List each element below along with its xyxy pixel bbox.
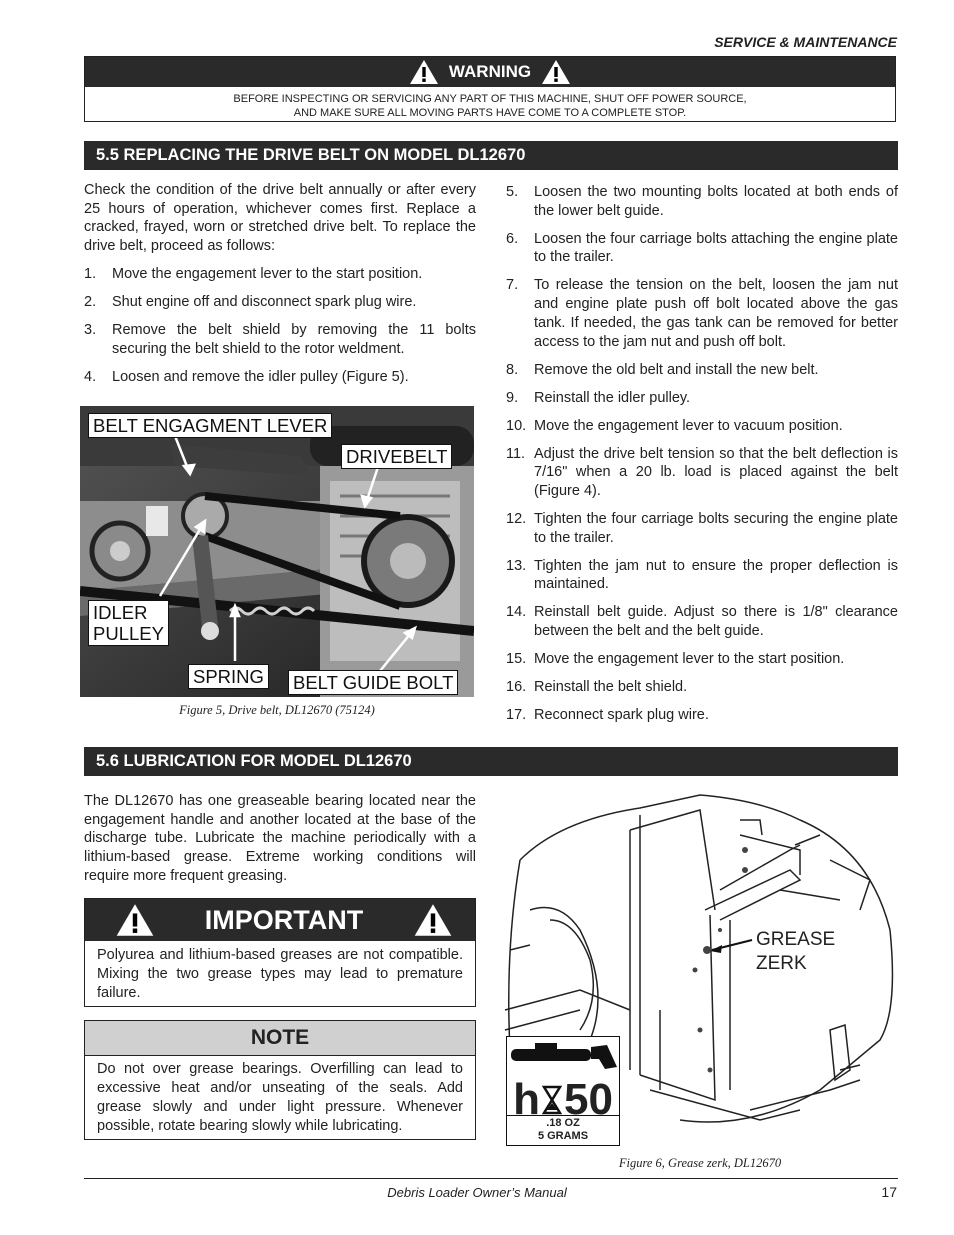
label-belt-engagement-lever: BELT ENGAGMENT LEVER	[88, 413, 332, 438]
list-item: 8. Remove the old belt and install the new belt.	[506, 361, 819, 378]
list-item: 15. Move the engagement lever to the start position.	[506, 651, 845, 668]
note-box	[84, 1020, 476, 1140]
figure-6-caption: Figure 6, Grease zerk, DL12670	[618, 1156, 782, 1170]
section-5-6-intro: The DL12670 has one greaseable bearing located near the engagement handle and another located at the base of the discharge tube. Lubricate the machine periodically with a lithium-based grease. Extreme working conditions will require more frequent greasing.	[84, 793, 476, 884]
list-item: 10. Move the engagement lever to vacuum position.	[506, 417, 843, 434]
grease-zerk-drawing	[500, 790, 900, 1150]
list-item: 13. Tighten the jam nut to ensure the proper deflection is maintained.	[506, 557, 898, 593]
label-belt-guide-bolt: BELT GUIDE BOLT	[288, 670, 458, 695]
list-item: 6. Loosen the four carriage bolts attaching the engine plate to the trailer.	[506, 230, 898, 266]
important-box	[84, 898, 476, 1007]
warning-line-2: AND MAKE SURE ALL MOVING PARTS HAVE COME TO A COMPLETE STOP.	[293, 107, 687, 119]
steps-list-left	[84, 265, 476, 396]
label-spring: SPRING	[188, 664, 269, 689]
figure-5-caption: Figure 5, Drive belt, DL12670 (75124)	[179, 703, 375, 717]
warning-box	[84, 56, 896, 122]
list-item: 1. Move the engagement lever to the start position.	[84, 266, 423, 282]
steps-list-right	[506, 183, 898, 734]
list-item: 4. Loosen and remove the idler pulley (Figure 5).	[84, 368, 409, 385]
footer-manual-title: Debris Loader Owner’s Manual	[387, 1185, 567, 1200]
warning-triangle-icon	[413, 903, 453, 937]
warning-bar	[85, 57, 895, 87]
section-header-label: SERVICE & MAINTENANCE	[714, 34, 897, 50]
list-item: 11. Adjust the drive belt tension so that the belt deflection is 7/16" when a 20 lb. load is placed against the belt (Figure 4).	[506, 445, 898, 499]
list-item: 14. Reinstall belt guide. Adjust so there is 1/8" clearance between the belt and the belt guide.	[506, 604, 898, 640]
warning-triangle-icon	[541, 59, 571, 85]
label-grease-zerk: GREASE ZERK	[756, 929, 836, 974]
section-5-5-intro: Check the condition of the drive belt annually or after every 25 hours of operation, whichever comes first. Replace a cracked, frayed, worn or stretched drive belt. To replace the drive belt, proceed as follows:	[84, 182, 476, 255]
drive-belt-photo	[80, 406, 474, 697]
warning-triangle-icon	[409, 59, 439, 85]
note-text: Do not over grease bearings. Overfilling can lead to excessive heat and/or unseating of the seals. Add grease slowly and under light pressure. Whenever possible, rotate bearing slowly while lubricating.	[97, 1061, 463, 1134]
warning-line-1: BEFORE INSPECTING OR SERVICING ANY PART OF THIS MACHINE, SHUT OFF POWER SOURCE,	[233, 93, 747, 105]
list-item: 17. Reconnect spark plug wire.	[506, 707, 709, 724]
section-5-5-title: 5.5 REPLACING THE DRIVE BELT ON MODEL DL12670	[84, 141, 898, 170]
list-item: 16. Reinstall the belt shield.	[506, 679, 688, 696]
note-title: NOTE	[85, 1021, 475, 1056]
section-5-6-title: 5.6 LUBRICATION FOR MODEL DL12670	[84, 747, 898, 776]
warning-title: WARNING	[448, 62, 532, 81]
hours-symbol-icon: h	[513, 1075, 540, 1124]
label-idler-pulley: IDLER PULLEY	[88, 600, 169, 646]
warning-text	[85, 87, 895, 120]
grease-interval-hours: 50	[563, 1075, 613, 1124]
page-number: 17	[881, 1184, 897, 1200]
important-bar	[85, 899, 475, 941]
warning-triangle-icon	[115, 903, 155, 937]
list-item: 2. Shut engine off and disconnect spark plug wire.	[84, 294, 417, 310]
label-drivebelt: DRIVEBELT	[341, 444, 452, 469]
grease-gun-icon	[507, 1037, 618, 1073]
list-item: 9. Reinstall the idler pulley.	[506, 389, 691, 406]
list-item: 7. To release the tension on the belt, loosen the jam nut and engine plate push off bolt located above the gas tank. If needed, the gas tank can be removed for better access to the jam nut and push off bolt.	[506, 277, 898, 350]
list-item: 3. Remove the belt shield by removing the 11 bolts securing the belt shield to the rotor weldment.	[84, 322, 476, 357]
list-item: 5. Loosen the two mounting bolts located at both ends of the lower belt guide.	[506, 184, 898, 219]
footer-rule	[84, 1178, 898, 1179]
grease-quantity: .18 OZ 5 GRAMS	[507, 1115, 619, 1145]
important-title: IMPORTANT	[204, 904, 364, 935]
important-text: Polyurea and lithium-based greases are not compatible. Mixing the two grease types may lead to premature failure.	[97, 947, 463, 1001]
grease-interval-decal	[506, 1036, 620, 1146]
list-item: 12. Tighten the four carriage bolts securing the engine plate to the trailer.	[506, 510, 898, 546]
hourglass-icon	[542, 1085, 562, 1115]
